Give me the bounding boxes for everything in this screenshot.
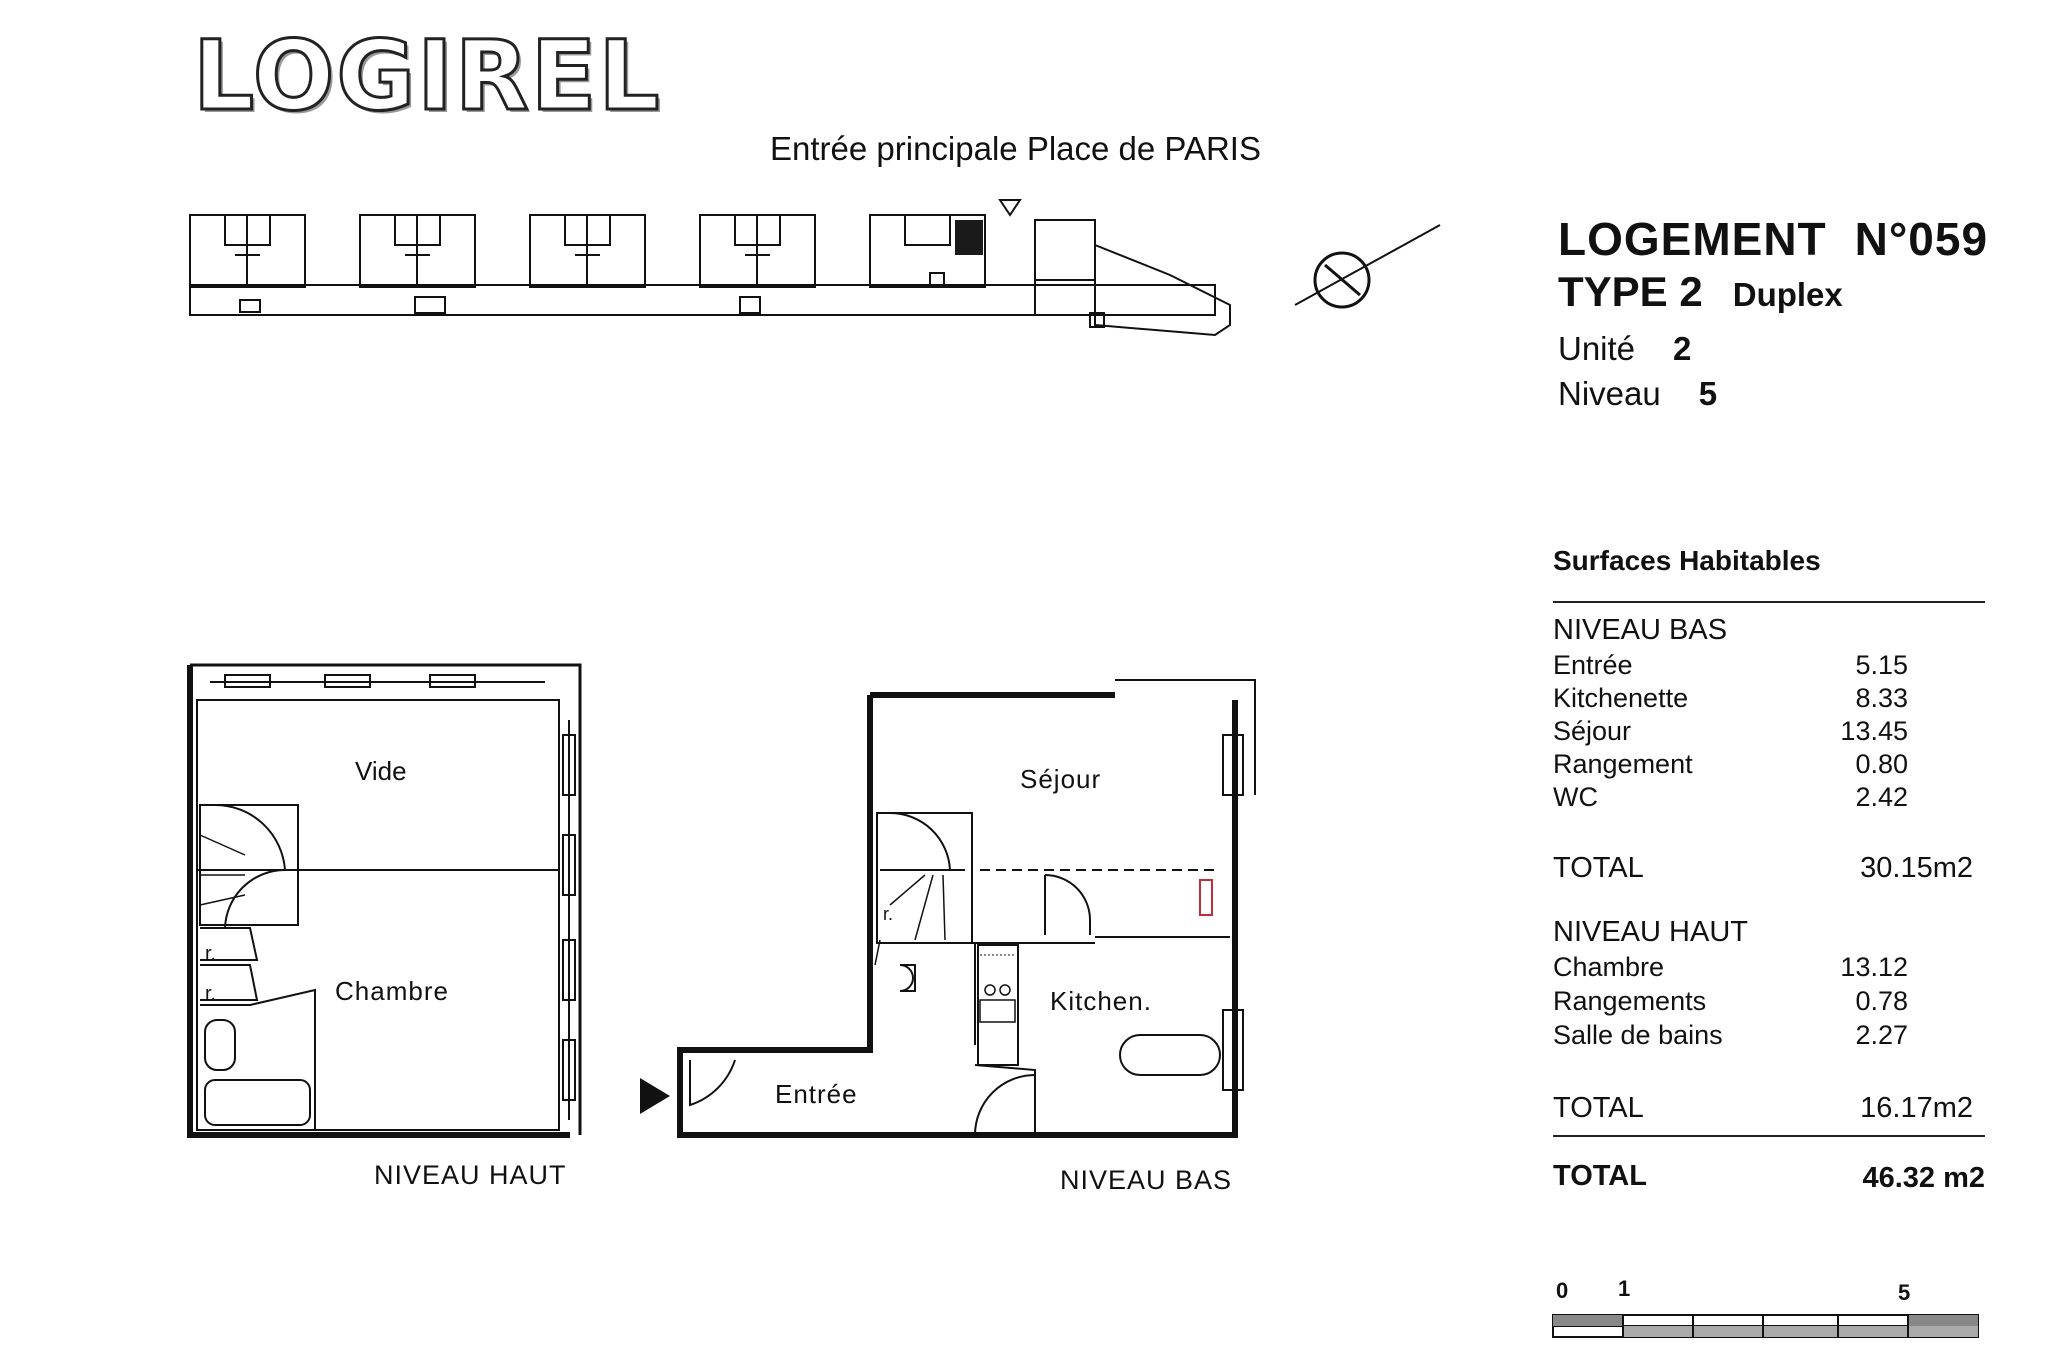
unit-label: Unité <box>1558 330 1636 367</box>
surface-label: Séjour <box>1553 716 1632 746</box>
surface-row <box>1548 1020 1978 1054</box>
room-chambre: Chambre <box>335 976 449 1006</box>
plan-niveau-haut <box>185 660 585 1150</box>
logement-label: LOGEMENT <box>1558 213 1827 265</box>
storage-label-1: r. <box>205 943 217 965</box>
surfaces-table <box>1548 610 1978 1190</box>
niveau-bas-total <box>1548 852 1978 886</box>
site-plan <box>185 195 1445 355</box>
surface-label: Kitchenette <box>1553 683 1689 713</box>
surface-label: Salle de bains <box>1553 1020 1723 1050</box>
surface-value: 13.45 <box>1840 716 1908 746</box>
surface-row <box>1548 683 1978 717</box>
plan-niveau-bas <box>675 675 1270 1155</box>
surface-row <box>1548 650 1978 684</box>
surfaces-rule-top <box>1553 601 1985 603</box>
storage-label-2: r. <box>205 983 217 1005</box>
surface-value: 5.15 <box>1855 650 1908 680</box>
scale-tick-5: 5 <box>1898 1280 1911 1305</box>
niveau-haut-total <box>1548 1092 1978 1126</box>
level-label: Niveau <box>1558 375 1661 412</box>
scale-bar <box>1548 1305 1988 1345</box>
scale-tick-1: 1 <box>1618 1276 1631 1301</box>
surface-value: 0.78 <box>1855 986 1908 1016</box>
surface-value: 0.80 <box>1855 749 1908 779</box>
surface-row <box>1548 952 1978 986</box>
surface-label: Rangement <box>1553 749 1693 779</box>
surface-row <box>1548 749 1978 783</box>
total-label: TOTAL <box>1553 852 1644 884</box>
site-unit-3 <box>530 215 645 287</box>
total-value: 16.17m2 <box>1860 1092 1973 1124</box>
surface-value: 8.33 <box>1855 683 1908 713</box>
surface-value: 13.12 <box>1840 952 1908 982</box>
niveau-bas-heading: NIVEAU BAS <box>1553 614 1728 646</box>
site-unit-2 <box>360 215 475 287</box>
surface-row <box>1548 782 1978 816</box>
type-label: TYPE 2 <box>1558 268 1703 315</box>
unit-line <box>1558 330 1691 368</box>
triangle-down-icon <box>1000 200 1020 215</box>
surface-label: WC <box>1553 782 1598 812</box>
niveau-haut-heading: NIVEAU HAUT <box>1553 916 1748 948</box>
compass-icon <box>1290 220 1450 320</box>
total-label: TOTAL <box>1553 1092 1644 1124</box>
logement-number: N°059 <box>1854 213 1989 265</box>
type-title <box>1558 268 1843 316</box>
arrow-right-icon <box>640 1078 670 1114</box>
logirel-logo: LOGIREL <box>193 20 662 132</box>
caption-niveau-bas: NIVEAU BAS <box>1060 1165 1233 1195</box>
scale-tick-0: 0 <box>1556 1278 1569 1303</box>
surface-row <box>1548 986 1978 1020</box>
type-variant: Duplex <box>1732 276 1843 313</box>
site-unit-1 <box>190 215 305 287</box>
surface-label: Entrée <box>1553 650 1633 680</box>
total-value: 30.15m2 <box>1860 852 1973 884</box>
room-kitchen: Kitchen. <box>1050 986 1152 1016</box>
logement-title <box>1558 212 1988 266</box>
storage-label: r. <box>883 904 894 924</box>
surface-label: Rangements <box>1553 986 1707 1016</box>
surfaces-rule-bottom <box>1553 1135 1985 1137</box>
unit-value: 2 <box>1673 330 1692 367</box>
surface-value: 2.27 <box>1855 1020 1908 1050</box>
room-entree: Entrée <box>775 1079 858 1109</box>
entrance-caption: Entrée principale Place de PARIS <box>770 130 1261 167</box>
caption-niveau-haut: NIVEAU HAUT <box>374 1160 567 1190</box>
room-vide: Vide <box>355 756 407 786</box>
surface-row <box>1548 716 1978 750</box>
level-value: 5 <box>1698 375 1718 412</box>
grand-total-label: TOTAL <box>1553 1160 1647 1192</box>
grand-total-value: 46.32 m2 <box>1862 1162 1985 1194</box>
red-mark <box>1200 880 1212 915</box>
surface-value: 2.42 <box>1855 782 1908 812</box>
surface-label: Chambre <box>1553 952 1665 982</box>
surfaces-title: Surfaces Habitables <box>1553 545 1821 576</box>
room-sejour: Séjour <box>1020 764 1102 794</box>
level-line <box>1558 375 1717 413</box>
highlighted-unit <box>955 220 983 255</box>
site-unit-4 <box>700 215 815 287</box>
